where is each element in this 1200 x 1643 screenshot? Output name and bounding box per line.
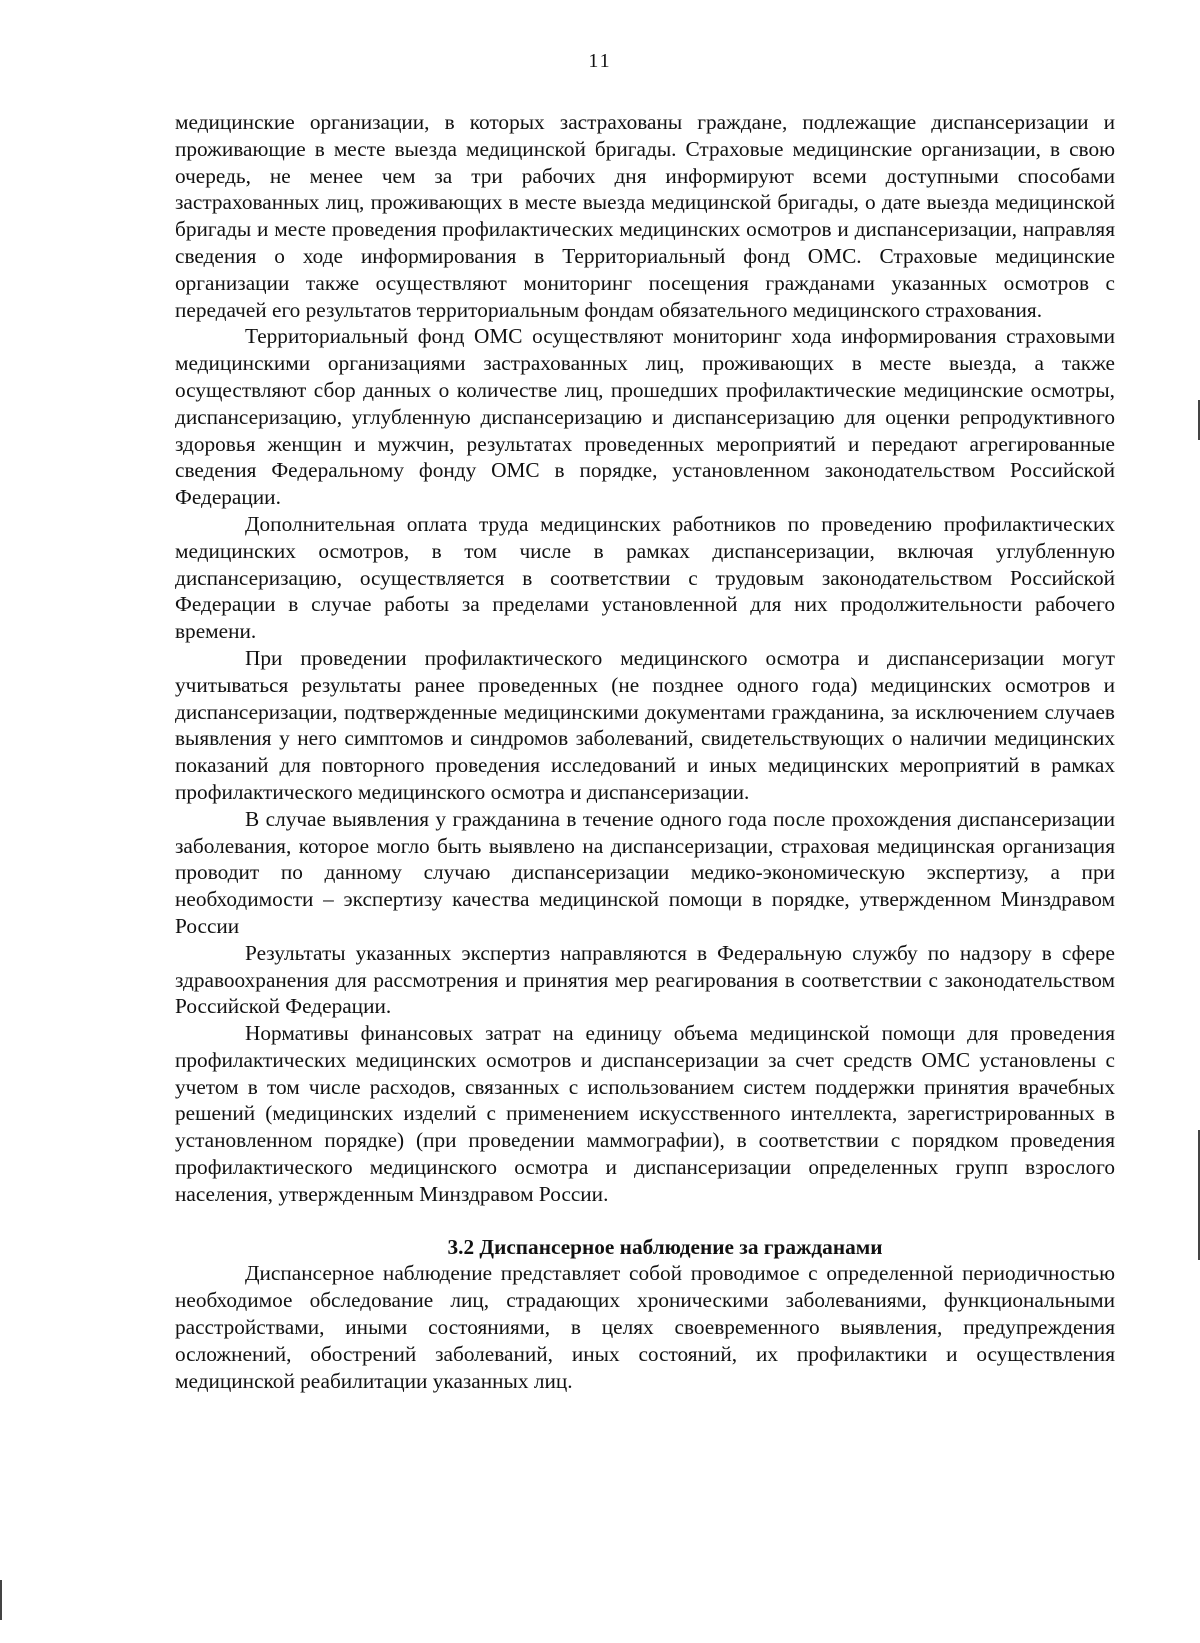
- paragraph-expertise-results: Результаты указанных экспертиз направляются в Федеральную службу по надзору в сфере здравоохранения для рассмотрения и принятия мер реагирования в соответствии с законодательством Российской Федерации.: [175, 940, 1115, 1019]
- paragraph-previous-results: При проведении профилактического медицинского осмотра и диспансеризации могут учитываться результаты ранее проведенных (не позднее одного года) медицинских осмотров и диспансеризации, подтвержденные медицинскими документами гражданина, за исключением случаев выявления у него симптомов и синдромов заболеваний, свидетельствующих о наличии медицинских показаний для повторного проведения исследований и иных медицинских мероприятий в рамках профилактического медицинского осмотра и диспансеризации.: [175, 645, 1115, 804]
- paragraph-disease-detection: В случае выявления у гражданина в течение одного года после прохождения диспансеризации заболевания, которое могло быть выявлено на диспансеризации, страховая медицинская организация проводит по данному случаю диспансеризации медико-экономическую экспертизу, а при необходимости – экспертизу качества медицинской помощи в порядке, утвержденном Минздравом России: [175, 806, 1115, 938]
- paragraph-continuation: медицинские организации, в которых застрахованы граждане, подлежащие диспансеризации и проживающие в месте выезда медицинской бригады. Страховые медицинские организации, в свою очередь, не менее чем за три рабочих дня информируют всеми доступными способами застрахованных лиц, проживающих в месте выезда медицинской бригады, о дате выезда медицинской бригады и месте проведения профилактических медицинских осмотров и диспансеризации, направляя сведения о ходе информирования в Территориальный фонд ОМС. Страховые медицинские организации также осуществляют мониторинг посещения гражданами указанных осмотров с передачей его результатов территориальным фондам обязательного медицинского страхования.: [175, 110, 1115, 322]
- page-number: 11: [588, 50, 612, 72]
- paragraph-dispensary-observation: Диспансерное наблюдение представляет собой проводимое с определенной периодичностью необходимое обследование лиц, страдающих хроническими заболеваниями, функциональными расстройствами, иными состояниями, в целях своевременного выявления, предупреждения осложнений, обострений заболеваний, иных состояний, их профилактики и осуществления медицинской реабилитации указанных лиц.: [175, 1261, 1115, 1393]
- paragraph-tfoms-monitoring: Территориальный фонд ОМС осуществляют мониторинг хода информирования страховыми медицинскими организациями застрахованных лиц, проживающих в месте выезда, а также осуществляют сбор данных о количестве лиц, прошедших профилактические медицинские осмотры, диспансеризацию, углубленную диспансеризацию и диспансеризацию для оценки репродуктивного здоровья женщин и мужчин, результатах проведенных мероприятий и передают агрегированные сведения Федеральному фонду ОМС в порядке, установленном законодательством Российской Федерации.: [175, 324, 1115, 510]
- paragraph-additional-pay: Дополнительная оплата труда медицинских работников по проведению профилактических медицинских осмотров, в том числе в рамках диспансеризации, включая углубленную диспансеризацию, осуществляется в соответствии с трудовым законодательством Российской Федерации в случае работы за пределами установленной для них продолжительности рабочего времени.: [175, 511, 1115, 644]
- scan-edge-mark: [0, 1580, 2, 1620]
- section-heading: 3.2 Диспансерное наблюдение за гражданами: [447, 1234, 883, 1259]
- document-body: [175, 109, 1115, 1394]
- paragraph-financial-norms: Нормативы финансовых затрат на единицу объема медицинской помощи для проведения профилактических медицинских осмотров и диспансеризации за счет средств ОМС установлены с учетом в том числе расходов, связанных с использованием систем поддержки принятия врачебных решений (медицинских изделий с применением искусственного интеллекта, зарегистрированных в установленном порядке) (при проведении маммографии), в соответствии с порядком проведения профилактического медицинского осмотра и диспансеризации определенных групп взрослого населения, утвержденным Минздравом России.: [175, 1021, 1115, 1206]
